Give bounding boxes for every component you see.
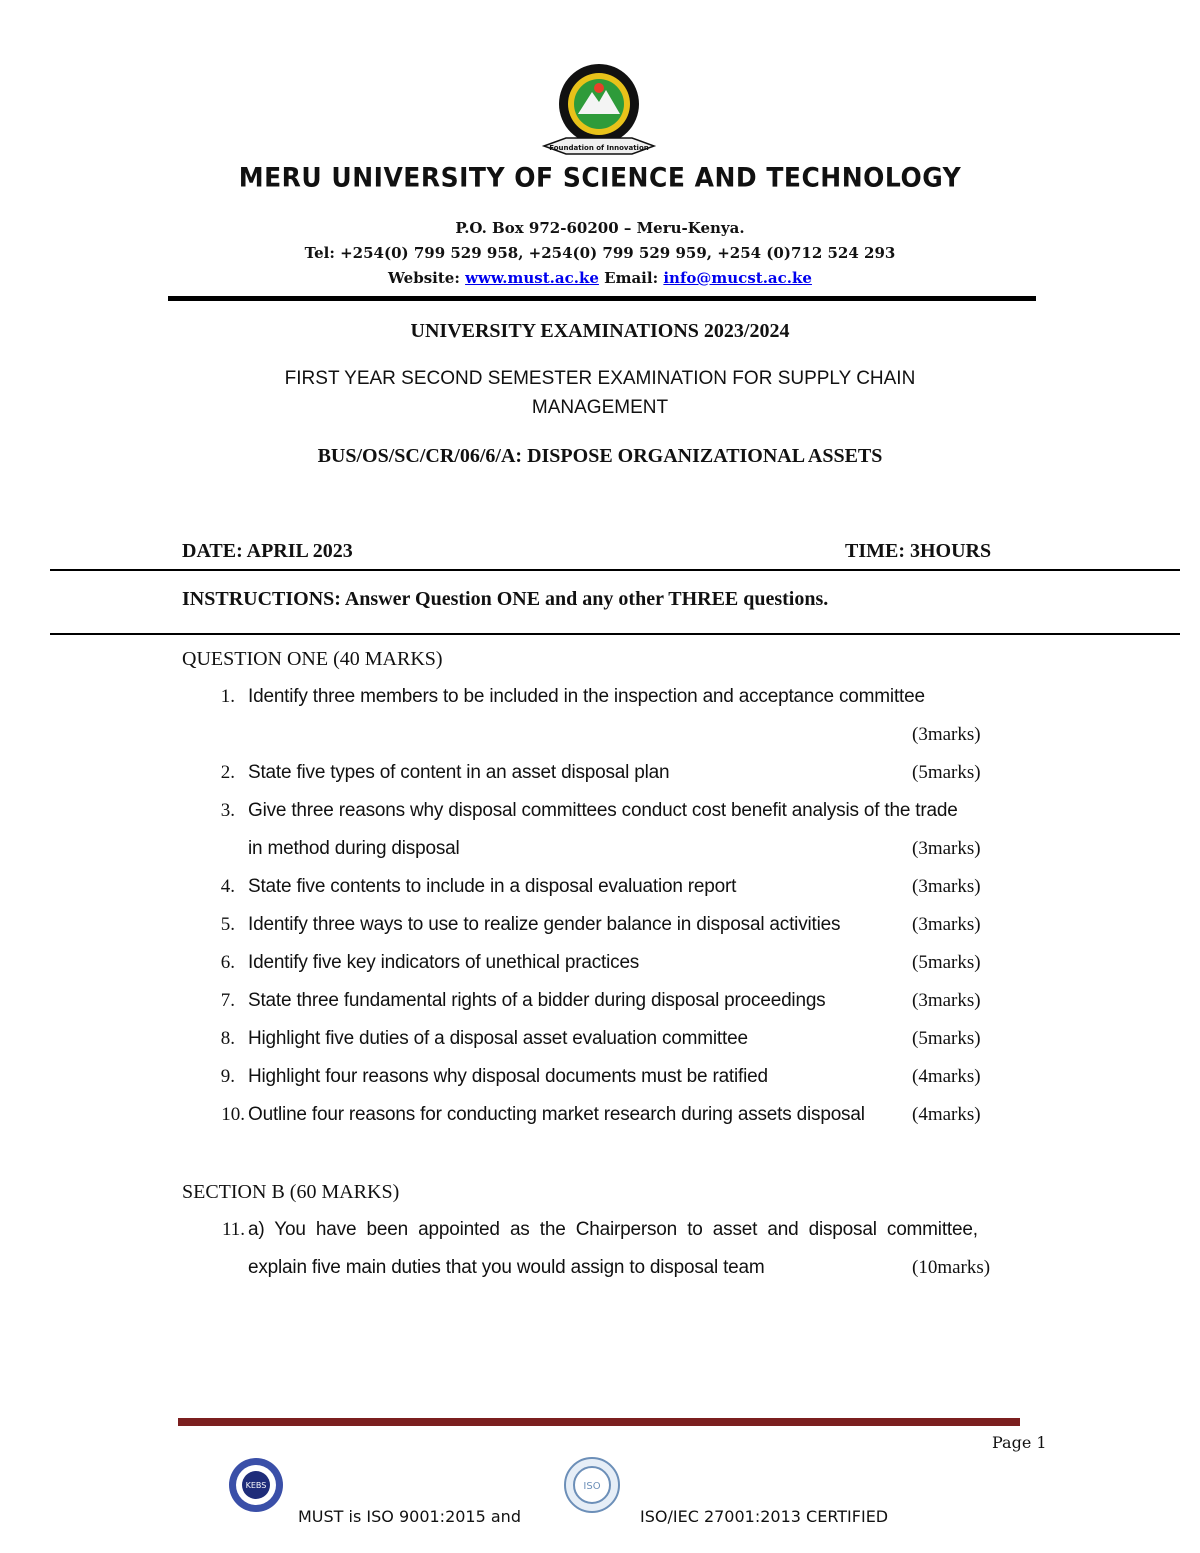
iso-seal-icon <box>563 1456 621 1514</box>
unit-title: BUS/OS/SC/CR/06/6/A: DISPOSE ORGANIZATIONAL ASSETS <box>317 445 883 467</box>
cert-text-right: ISO/IEC 27001:2013 CERTIFIED <box>640 1507 889 1526</box>
exam-date: DATE: APRIL 2023 <box>182 540 353 562</box>
exam-heading: UNIVERSITY EXAMINATIONS 2023/2024 <box>410 320 790 342</box>
email-label: Email: <box>604 269 664 287</box>
svg-text:ISO: ISO <box>583 1481 601 1492</box>
divider-top <box>50 569 1180 571</box>
website-link[interactable]: www.must.ac.ke <box>465 269 599 287</box>
web-contacts <box>0 269 1200 287</box>
website-label: Website: <box>388 269 466 287</box>
divider-bottom <box>50 633 1180 635</box>
cert-text-left: MUST is ISO 9001:2015 and <box>298 1507 521 1526</box>
university-logo <box>536 62 662 162</box>
instructions-text: Answer Question ONE and any other THREE questions. <box>340 588 829 610</box>
kebs-seal-icon <box>227 1456 285 1514</box>
instructions-label: INSTRUCTIONS: <box>182 588 341 610</box>
program-line-2: MANAGEMENT <box>531 397 669 418</box>
university-name: MERU UNIVERSITY OF SCIENCE AND TECHNOLOGY <box>238 162 962 193</box>
email-link[interactable]: info@mucst.ac.ke <box>663 269 812 287</box>
exam-time: TIME: 3HOURS <box>845 540 992 562</box>
address: P.O. Box 972-60200 – Meru-Kenya. <box>455 219 745 237</box>
header-divider <box>168 296 1036 301</box>
page-number: Page 1 <box>992 1433 1047 1452</box>
footer-rule <box>178 1418 1020 1426</box>
instructions <box>182 588 828 611</box>
program-line-1: FIRST YEAR SECOND SEMESTER EXAMINATION FOR SUPPLY CHAIN <box>284 368 916 389</box>
section-a-title: QUESTION ONE (40 MARKS) <box>182 648 443 670</box>
svg-text:Foundation of Innovation: Foundation of Innovation <box>549 144 649 152</box>
telephone: Tel: +254(0) 799 529 958, +254(0) 799 529 959, +254 (0)712 524 293 <box>304 244 896 262</box>
section-b-title: SECTION B (60 MARKS) <box>182 1181 400 1203</box>
svg-text:KEBS: KEBS <box>245 1481 267 1490</box>
